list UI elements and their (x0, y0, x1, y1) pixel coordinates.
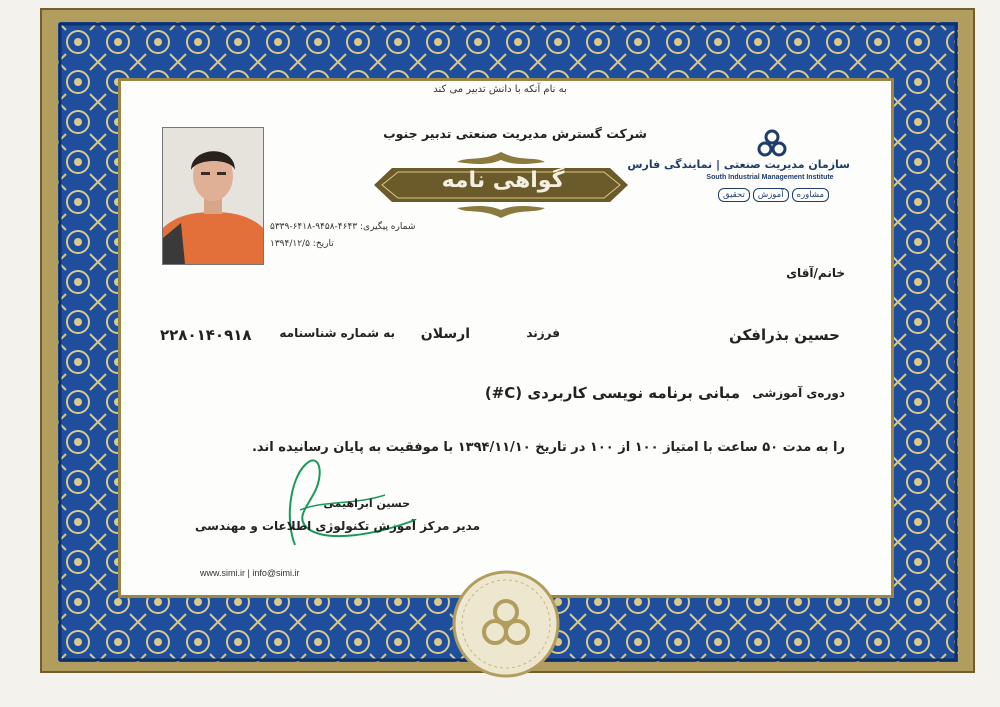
tracking-number-line (270, 222, 415, 232)
company-name: شرکت گسترش مدیریت صنعتی تدبیر جنوب (383, 126, 647, 141)
child-of-label: فرزند (526, 326, 560, 340)
institute-name-en: South Industrial Management Institute (706, 174, 834, 181)
signatory-title: مدیر مرکز آموزش تکنولوژی اطلاعات و مهندسی (195, 519, 480, 533)
issue-date: ۱۳۹۴/۱۲/۵ (270, 239, 310, 249)
course-label: دوره‌ی آموزشی (752, 386, 845, 400)
father-name: ارسلان (420, 326, 470, 342)
service-tag: مشاوره (792, 188, 829, 202)
salutation: خانم/آقای (786, 266, 845, 280)
service-tag: تحقیق (718, 188, 750, 202)
recipient-name: حسین بذرافکن (728, 326, 840, 344)
tracking-label: شماره پیگیری: (360, 222, 416, 232)
completion-statement: را به مدت ۵۰ ساعت با امتیاز ۱۰۰ از ۱۰۰ در تاریخ ۱۳۹۴/۱۱/۱۰ با موفقیت به پایان رسانیده اند. (251, 440, 845, 455)
id-number: ۲۲۸۰۱۴۰۹۱۸ (160, 326, 252, 344)
institute-name-fa: سازمان مدیریت صنعتی | نمایندگی فارس (627, 158, 850, 171)
signatory-name: حسین ابراهیمی (323, 497, 410, 510)
course-name: مبانی برنامه نویسی کاربردی (C#) (484, 384, 740, 402)
institute-services (718, 188, 829, 202)
recipient-photo (162, 127, 264, 265)
service-tag: آموزش (753, 188, 789, 202)
tracking-number: ۴۶۴۳-۹۴۵۸-۶۴۱۸-۵۳۳۹ (270, 222, 358, 232)
motto: به نام آنکه با دانش تدبیر می کند (433, 84, 567, 95)
contact-info: www.simi.ir | info@simi.ir (200, 568, 300, 578)
id-number-label: به شماره شناسنامه (279, 326, 395, 340)
institute-logo-icon (757, 128, 787, 158)
seal-emblem-icon (452, 570, 560, 678)
issue-date-line (270, 239, 334, 249)
date-label: تاریخ: (312, 239, 334, 249)
certificate-title: گواهی نامه (441, 168, 565, 193)
